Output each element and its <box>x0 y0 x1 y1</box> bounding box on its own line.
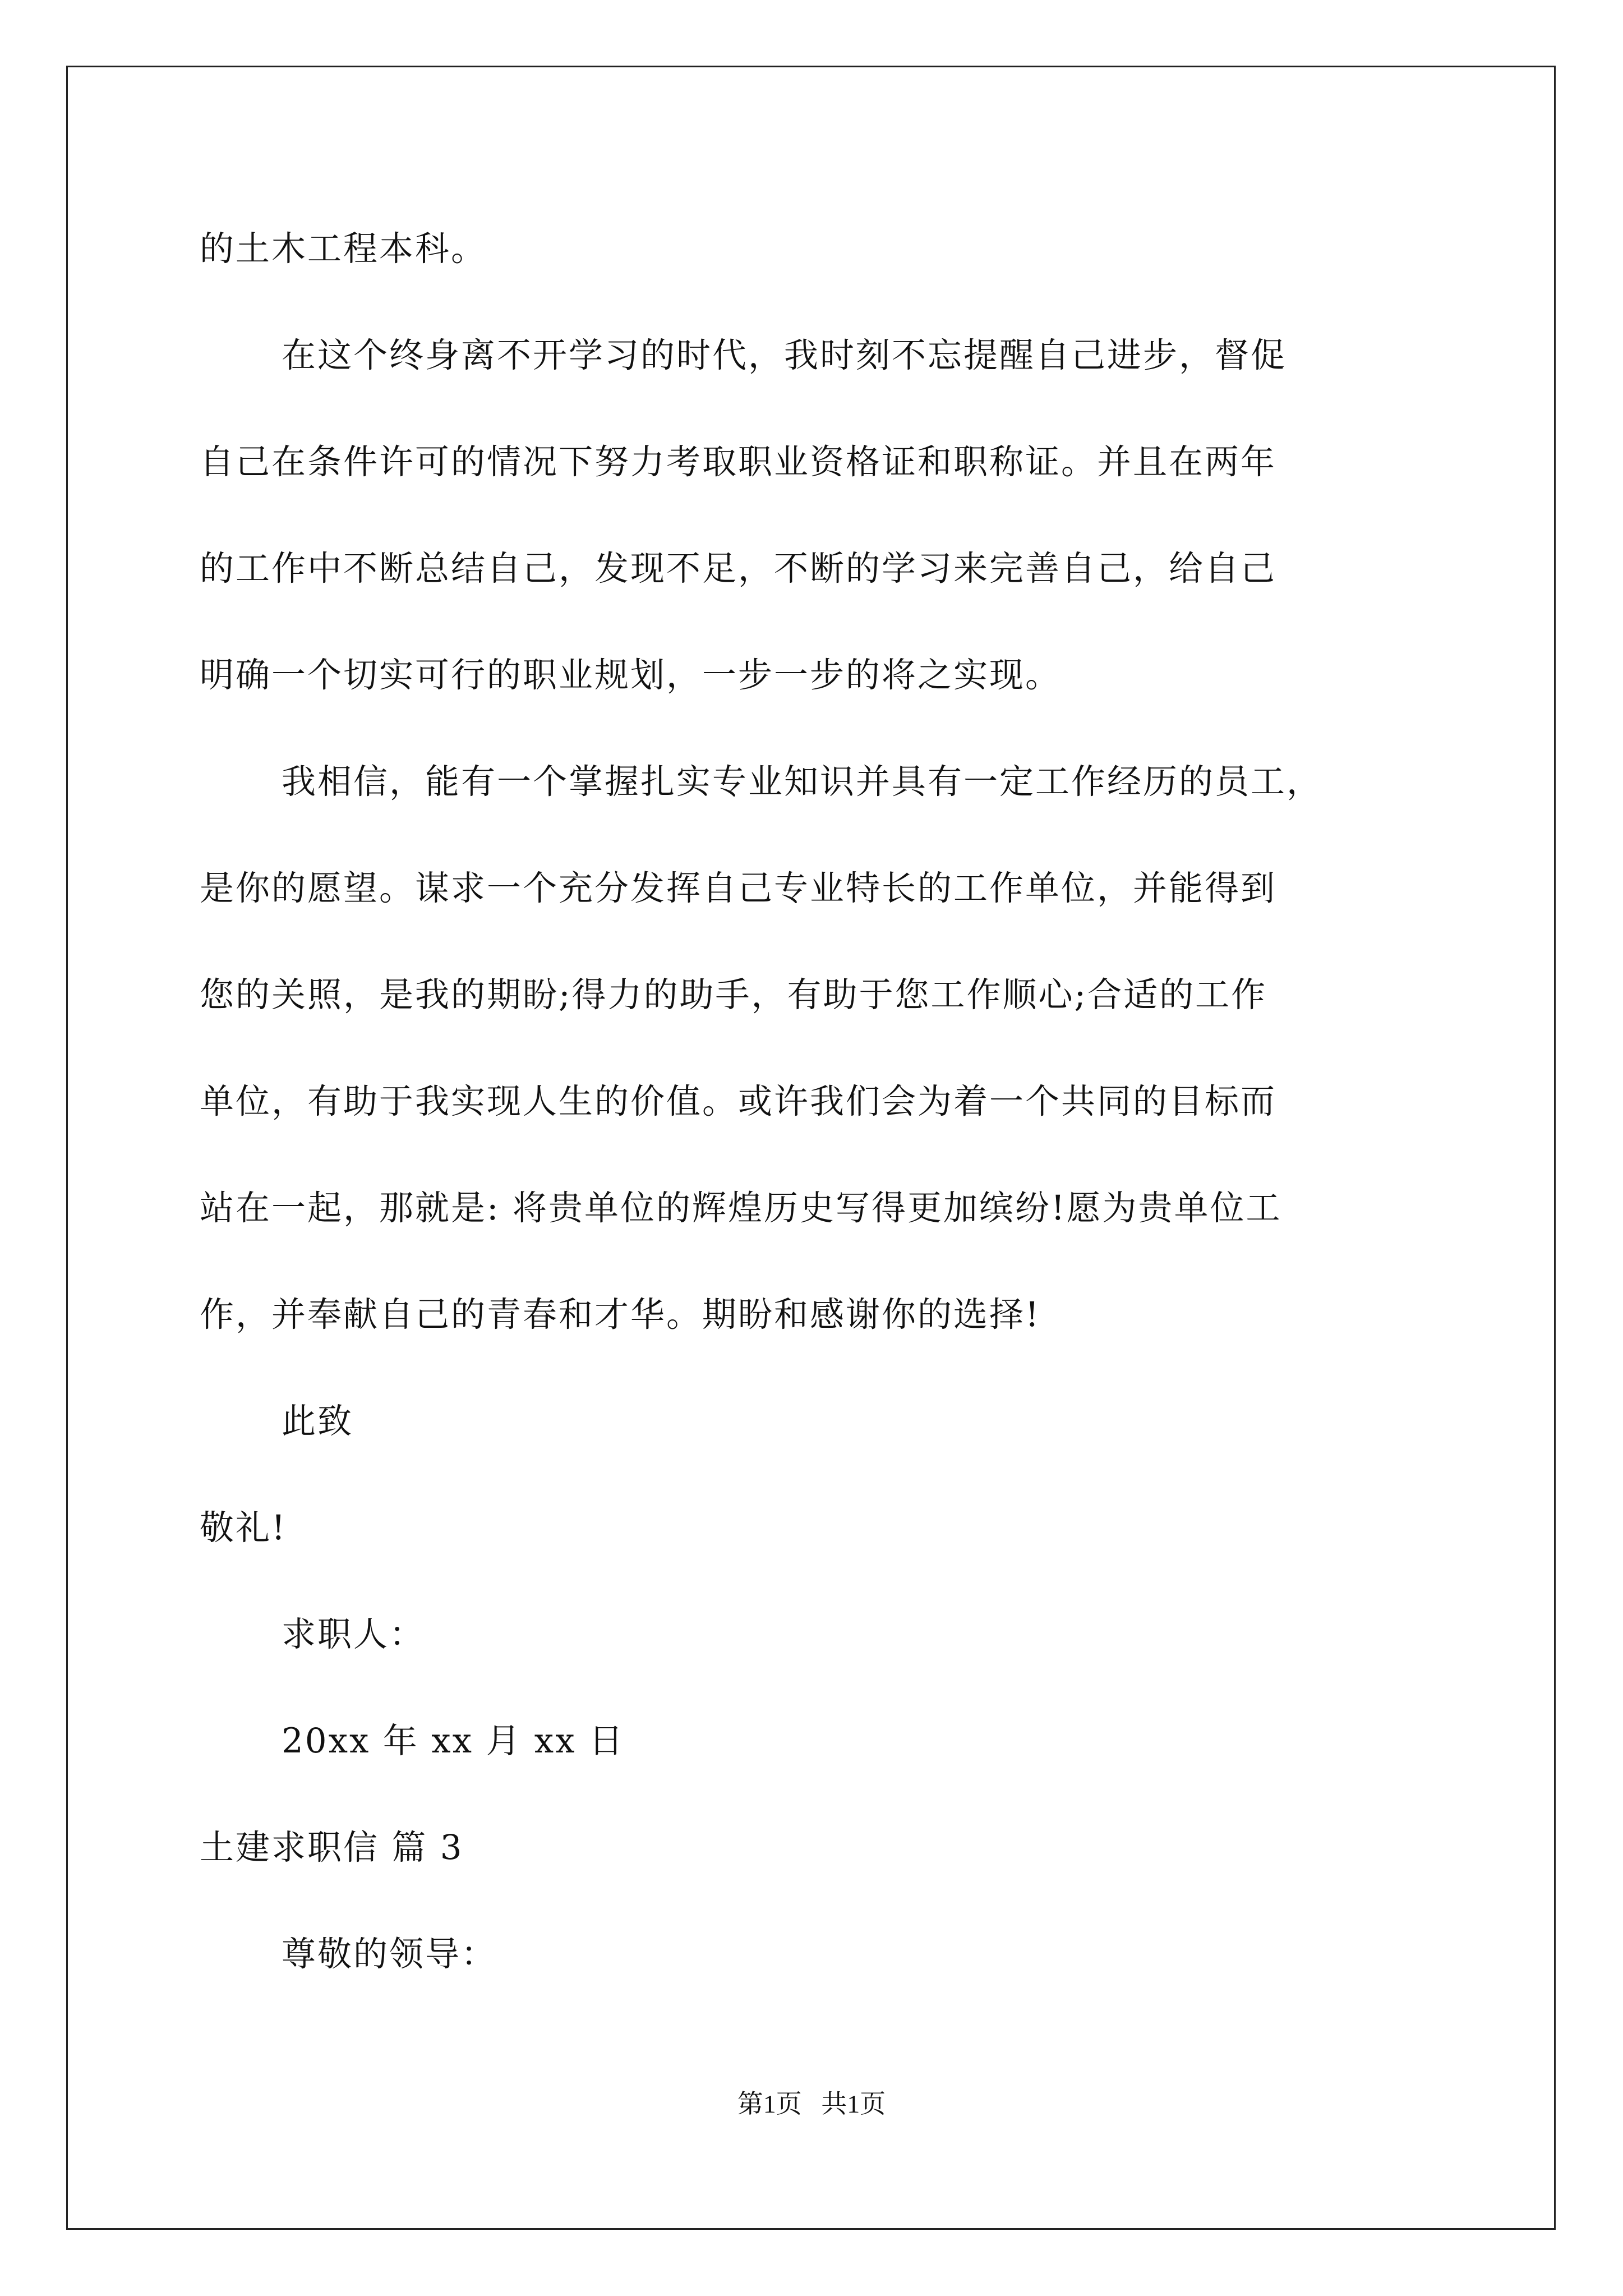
closing-regards: 敬礼! <box>200 1508 287 1548</box>
page-number-footer: 第1页 共1页 <box>737 2090 886 2118</box>
section-heading: 土建求职信 篇 3 <box>200 1828 464 1867</box>
paragraph-line: 自己在条件许可的情况下努力考取职业资格证和职称证。并且在两年 <box>200 442 1277 482</box>
closing-salutation: 此致 <box>282 1401 354 1441</box>
paragraph-line: 是你的愿望。谋求一个充分发挥自己专业特长的工作单位，并能得到 <box>200 868 1277 908</box>
paragraph-line: 我相信，能有一个掌握扎实专业知识并具有一定工作经历的员工， <box>282 762 1323 802</box>
letter-date: 20xx 年 xx 月 xx 日 <box>282 1721 625 1761</box>
applicant-label: 求职人： <box>282 1614 426 1654</box>
greeting-line: 尊敬的领导： <box>282 1934 497 1974</box>
paragraph-line: 作，并奉献自己的青春和才华。期盼和感谢你的选择! <box>200 1295 1041 1335</box>
page-border <box>66 66 1556 2230</box>
paragraph-line: 的土木工程本科。 <box>200 229 487 269</box>
paragraph-line: 在这个终身离不开学习的时代，我时刻不忘提醒自己进步，督促 <box>282 335 1287 375</box>
paragraph-line: 明确一个切实可行的职业规划，一步一步的将之实现。 <box>200 655 1062 695</box>
paragraph-line: 您的关照，是我的期盼;得力的助手，有助于您工作顺心;合适的工作 <box>200 975 1267 1015</box>
paragraph-line: 的工作中不断总结自己，发现不足，不断的学习来完善自己，给自己 <box>200 549 1277 588</box>
paragraph-line: 站在一起，那就是: 将贵单位的辉煌历史写得更加缤纷!愿为贵单位工 <box>200 1188 1282 1228</box>
paragraph-line: 单位，有助于我实现人生的价值。或许我们会为着一个共同的目标而 <box>200 1082 1277 1121</box>
